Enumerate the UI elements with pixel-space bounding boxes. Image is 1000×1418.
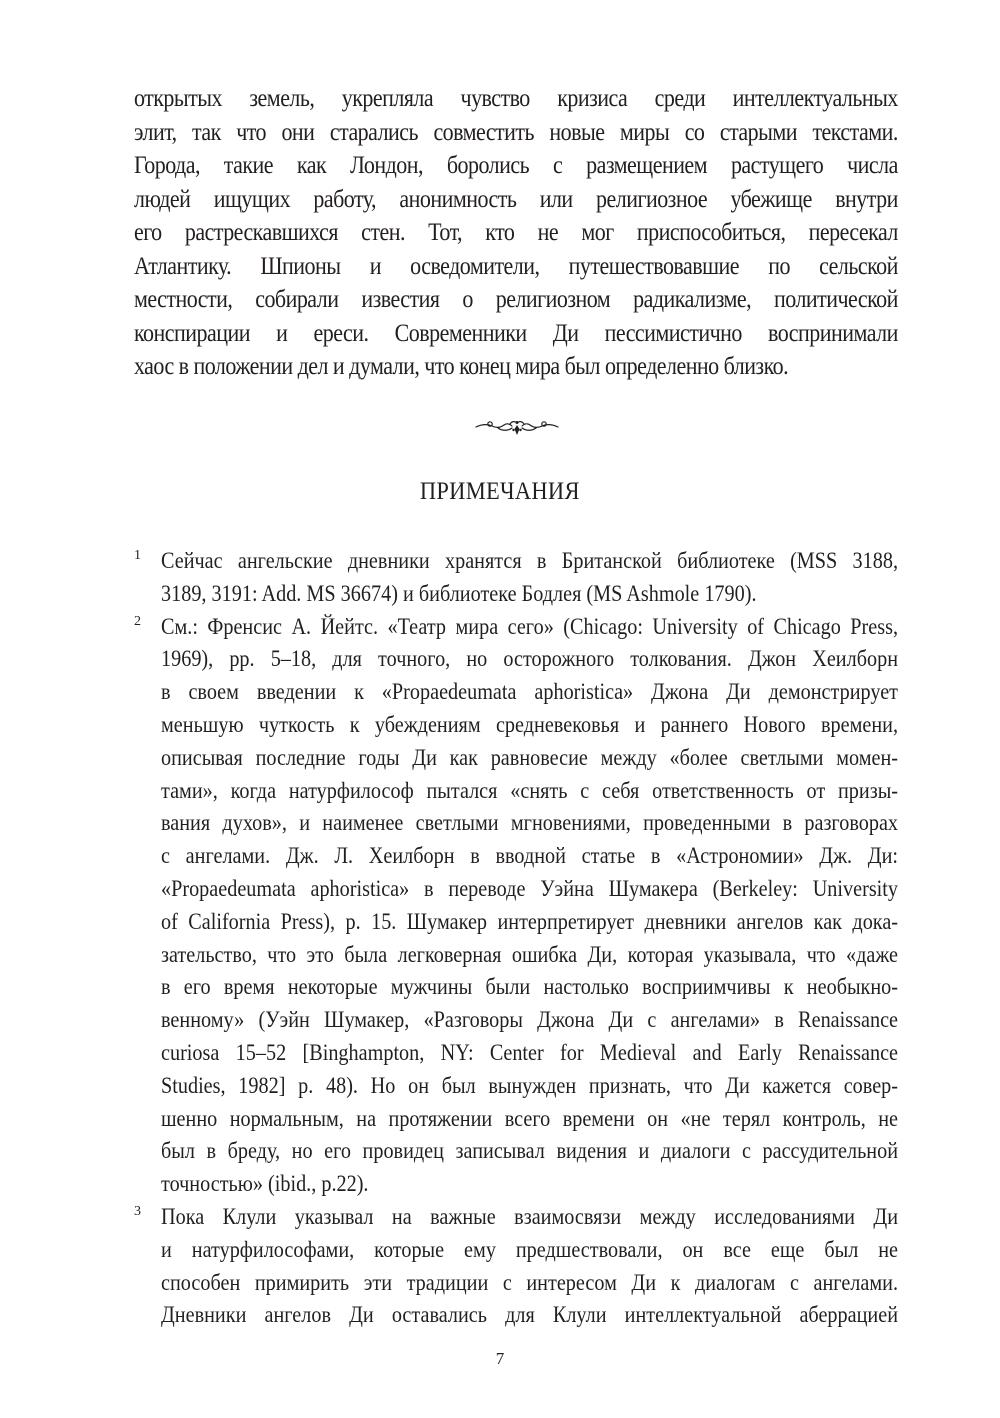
text-line: открытых земель, укрепляла чувство кризиса среди интеллектуальных: [134, 85, 898, 112]
note-number: 1: [134, 548, 141, 563]
text-line: зательство, что это была легковерная ошибка Ди, которая указывала, что «даже: [161, 941, 899, 968]
text-line: вания духов», и наименее светлыми мгновениями, проведенными в разговорах: [161, 810, 899, 837]
text-line: описывая последние годы Ди как равновесие между «более светлыми момен-: [161, 744, 899, 771]
text-line: Пока Клули указывал на важные взаимосвязи между исследованиями Ди: [161, 1203, 899, 1230]
note-item: [134, 545, 898, 611]
text-line: и натурфилософами, которые ему предшествовали, он все еще был не: [161, 1236, 899, 1263]
text-line: См.: Френсис А. Йейтс. «Театр мира сего» (Chicago: University of Chicago Press,: [161, 613, 899, 640]
note-text: [161, 545, 899, 611]
text-line: людей ищущих работу, анонимность или религиозное убежище внутри: [134, 185, 898, 213]
text-line: 3189, 3191: Add. MS 36674) и библиотеке Бодлея (MS Ashmole 1790).: [161, 580, 757, 607]
page-number: 7: [495, 1349, 505, 1368]
text-line: венному» (Уэйн Шумакер, «Разговоры Джона Ди с ангелами» в Renaissance: [161, 1007, 899, 1034]
notes-list: [134, 545, 898, 1332]
text-line: с ангелами. Дж. Л. Хеилборн в вводной статье в «Астрономии» Дж. Ди:: [161, 843, 899, 870]
text-line: элит, так что они старались совместить новые миры со старыми текстами.: [134, 118, 898, 146]
text-line: Города, такие как Лондон, боролись с размещением растущего числа: [134, 152, 898, 179]
text-line: в своем введении к «Propaedeumata aphoristica» Джона Ди демонстрирует: [161, 679, 899, 706]
text-line: Атлантику. Шпионы и осведомители, путешествовавшие по сельской: [134, 252, 898, 280]
note-item: [134, 611, 898, 1201]
note-text: [161, 611, 899, 1201]
text-line: конспирации и ереси. Современники Ди пессимистично воспринимали: [134, 319, 898, 347]
text-line: шенно нормальным, на протяжении всего времени он «не терял контроль, не: [161, 1105, 899, 1132]
notes-heading: ПРИМЕЧАНИЯ: [420, 478, 580, 505]
text-line: хаос в положении дел и думали, что конец мира был определенно близко.: [134, 353, 789, 380]
text-line: был в бреду, но его провидец записывал видения и диалоги с рассудительной: [161, 1138, 899, 1165]
text-line: местности, собирали известия о религиозном радикализме, политической: [134, 286, 898, 313]
text-line: тами», когда натурфилософ пытался «снять с себя ответственность от призы-: [161, 777, 899, 804]
text-line: 1969), pp. 5–18, для точного, но осторожного толкования. Джон Хеилборн: [161, 646, 899, 673]
text-line: точностью» (ibid., p.22).: [161, 1171, 369, 1198]
note-number: 3: [134, 1203, 141, 1219]
text-line: способен примирить эти традиции с интересом Ди к диалогам с ангелами.: [161, 1269, 899, 1296]
note-number: 2: [134, 613, 141, 629]
text-line: curiosa 15–52 [Binghampton, NY: Center for Medieval and Early Renaissance: [161, 1039, 899, 1066]
body-paragraph: [134, 82, 898, 384]
text-line: Сейчас ангельские дневники хранятся в Британской библиотеке (MSS 3188,: [161, 548, 899, 574]
flourish-divider-icon: [474, 416, 560, 440]
note-text: [161, 1201, 899, 1332]
text-line: «Propaedeumata aphoristica» в переводе Уэйна Шумакера (Berkeley: University: [161, 875, 899, 902]
text-line: его растрескавшихся стен. Тот, кто не мог приспособиться, пересекал: [134, 219, 898, 246]
text-line: меньшую чуткость к убеждениям средневековья и раннего Нового времени,: [161, 711, 899, 738]
text-line: Studies, 1982] p. 48). Но он был вынужден признать, что Ди кажется совер-: [161, 1072, 899, 1099]
text-line: of California Press), p. 15. Шумакер интерпретирует дневники ангелов как дока-: [161, 908, 899, 935]
note-item: [134, 1201, 898, 1332]
text-line: в его время некоторые мужчины были настолько восприимчивы к необыкно-: [161, 974, 899, 1001]
text-line: Дневники ангелов Ди оставались для Клули интеллектуальной аберрацией: [161, 1302, 899, 1329]
